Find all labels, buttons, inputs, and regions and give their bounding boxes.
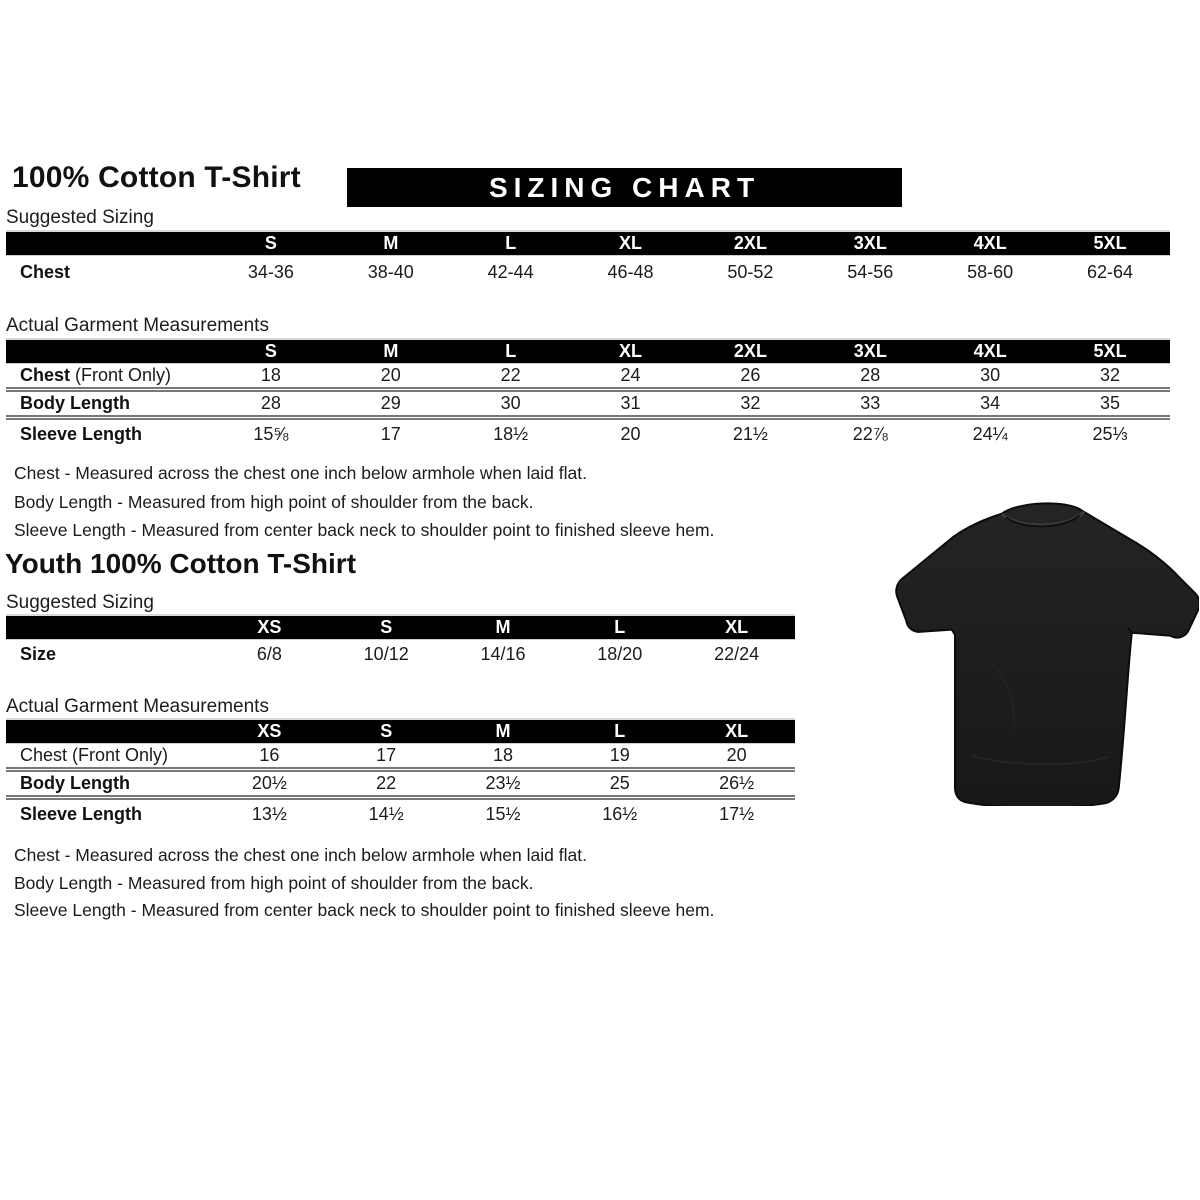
- page-title: 100% Cotton T-Shirt: [12, 161, 301, 194]
- row-label-text: Body Length: [20, 393, 130, 413]
- cell-value: 32: [740, 393, 761, 413]
- column-header-s: S: [264, 233, 277, 253]
- sizing-chart-banner-text: SIZING CHART: [488, 171, 761, 203]
- column-header-xs: XS: [257, 721, 282, 741]
- note-line: Sleeve Length - Measured from center back neck to shoulder point to finished sleeve hem.: [14, 520, 715, 540]
- youth-measurement-notes: [14, 842, 714, 925]
- cell-value: 20: [726, 745, 747, 765]
- cell-value: 34: [980, 393, 1001, 413]
- row-label-text: Chest (Front Only): [20, 745, 169, 765]
- cell-value: 30: [500, 393, 521, 413]
- column-header-4xl: 4XL: [973, 233, 1007, 253]
- cell-value: 17: [380, 423, 401, 444]
- cell-value: 38-40: [367, 261, 414, 282]
- cell-value: 24¼: [972, 423, 1008, 444]
- cell-value: 22⅞: [852, 423, 888, 444]
- cell-value: 24: [620, 365, 641, 385]
- cell-value: 18½: [493, 423, 529, 444]
- table-row: [6, 640, 795, 668]
- cell-value: 42-44: [487, 261, 534, 282]
- cell-value: 28: [260, 393, 281, 413]
- cell-value: 28: [860, 365, 881, 385]
- cell-value: 18: [492, 745, 513, 765]
- cell-value: 33: [860, 393, 881, 413]
- youth-suggested-sizing-label: Suggested Sizing: [6, 592, 154, 613]
- column-header-l: L: [505, 341, 517, 361]
- cell-value: 32: [1100, 365, 1121, 385]
- row-label: [6, 424, 211, 445]
- cell-value: 29: [380, 393, 401, 413]
- adult-measurement-notes: [14, 459, 714, 545]
- cell-value: 20½: [251, 773, 287, 793]
- table-row: [6, 420, 1170, 448]
- youth-suggested-sizing-table: [6, 614, 795, 668]
- column-header-l: L: [505, 233, 517, 253]
- column-header-m: M: [383, 233, 399, 253]
- cell-value: 14/16: [480, 643, 526, 664]
- cell-value: 22: [500, 365, 521, 385]
- row-label-text: Chest: [20, 365, 71, 385]
- note-line: Body Length - Measured from high point of shoulder from the back.: [14, 872, 534, 893]
- column-header-m: M: [383, 341, 399, 361]
- cell-value: 13½: [251, 803, 287, 824]
- cell-value: 15½: [485, 803, 521, 824]
- column-header-5xl: 5XL: [1093, 341, 1127, 361]
- cell-value: 17½: [719, 803, 755, 824]
- row-label: [6, 262, 211, 283]
- cell-value: 18: [260, 365, 281, 385]
- row-label: [6, 365, 211, 386]
- row-label: [6, 745, 211, 766]
- column-header-5xl: 5XL: [1093, 233, 1127, 253]
- table-row: [6, 744, 795, 772]
- row-label: [6, 804, 211, 825]
- cell-value: 22: [376, 773, 397, 793]
- cell-value: 35: [1100, 393, 1121, 413]
- youth-actual-measurements-label: Actual Garment Measurements: [6, 696, 269, 717]
- cell-value: 10/12: [363, 643, 409, 664]
- cell-value: 31: [620, 393, 641, 413]
- table-row: [6, 256, 1170, 288]
- cell-value: 34-36: [247, 261, 294, 282]
- cell-value: 20: [620, 423, 641, 444]
- column-header-xs: XS: [257, 617, 282, 637]
- table-header-row: [6, 230, 1170, 256]
- adult-actual-measurements-label: Actual Garment Measurements: [6, 315, 269, 336]
- cell-value: 6/8: [256, 643, 282, 664]
- column-header-3xl: 3XL: [853, 233, 887, 253]
- column-header-s: S: [380, 721, 393, 741]
- column-header-2xl: 2XL: [733, 341, 767, 361]
- cell-value: 54-56: [847, 261, 894, 282]
- row-label-text: Body Length: [20, 773, 130, 793]
- youth-actual-measurements-table: [6, 718, 795, 828]
- cell-value: 25⅓: [1092, 423, 1128, 444]
- cell-value: 15⅝: [253, 423, 289, 444]
- column-header-3xl: 3XL: [853, 341, 887, 361]
- cell-value: 16: [259, 745, 280, 765]
- row-label-text: Sleeve Length: [20, 423, 143, 444]
- adult-actual-measurements-table: [6, 338, 1170, 448]
- column-header-s: S: [380, 617, 393, 637]
- note-line: Body Length - Measured from high point of shoulder from the back.: [14, 491, 534, 512]
- column-header-xl: XL: [725, 617, 749, 637]
- adult-suggested-sizing-label: Suggested Sizing: [6, 207, 154, 228]
- column-header-xl: XL: [619, 233, 643, 253]
- row-label: [6, 773, 211, 794]
- cell-value: 25: [609, 773, 630, 793]
- cell-value: 30: [980, 365, 1001, 385]
- column-header-l: L: [614, 617, 626, 637]
- cell-value: 16½: [602, 803, 638, 824]
- cell-value: 23½: [485, 773, 521, 793]
- row-label: [6, 393, 211, 414]
- cell-value: 21½: [732, 423, 768, 444]
- tshirt-icon: [894, 496, 1199, 806]
- cell-value: 14½: [368, 803, 404, 824]
- table-header-row: [6, 338, 1170, 364]
- table-row: [6, 772, 795, 800]
- column-header-4xl: 4XL: [973, 341, 1007, 361]
- cell-value: 17: [376, 745, 397, 765]
- youth-section-title: Youth 100% Cotton T-Shirt: [5, 548, 357, 579]
- sizing-chart-banner: [347, 168, 902, 207]
- column-header-m: M: [495, 721, 511, 741]
- cell-value: 46-48: [607, 261, 654, 282]
- adult-suggested-sizing-table: [6, 230, 1170, 288]
- cell-value: 19: [609, 745, 630, 765]
- row-label-suffix: (Front Only): [70, 365, 172, 385]
- table-row: [6, 800, 795, 828]
- column-header-xl: XL: [619, 341, 643, 361]
- column-header-m: M: [495, 617, 511, 637]
- table-row: [6, 364, 1170, 392]
- cell-value: 50-52: [727, 261, 774, 282]
- black-tshirt-image: [894, 496, 1199, 806]
- table-header-row: [6, 718, 795, 744]
- note-line: Chest - Measured across the chest one inch below armhole when laid flat.: [14, 845, 587, 865]
- row-label-text: Size: [20, 643, 57, 664]
- row-label-text: Chest: [20, 261, 71, 282]
- row-label: [6, 644, 211, 665]
- cell-value: 26: [740, 365, 761, 385]
- table-row: [6, 392, 1170, 420]
- row-label-text: Sleeve Length: [20, 803, 143, 824]
- column-header-xl: XL: [725, 721, 749, 741]
- cell-value: 22/24: [714, 643, 760, 664]
- cell-value: 26½: [719, 773, 755, 793]
- cell-value: 18/20: [597, 643, 643, 664]
- cell-value: 58-60: [967, 261, 1014, 282]
- column-header-2xl: 2XL: [733, 233, 767, 253]
- table-header-row: [6, 614, 795, 640]
- note-line: Chest - Measured across the chest one inch below armhole when laid flat.: [14, 463, 587, 483]
- column-header-l: L: [614, 721, 626, 741]
- cell-value: 20: [380, 365, 401, 385]
- note-line: Sleeve Length - Measured from center back neck to shoulder point to finished sleeve hem.: [14, 900, 715, 920]
- cell-value: 62-64: [1087, 261, 1134, 282]
- column-header-s: S: [264, 341, 277, 361]
